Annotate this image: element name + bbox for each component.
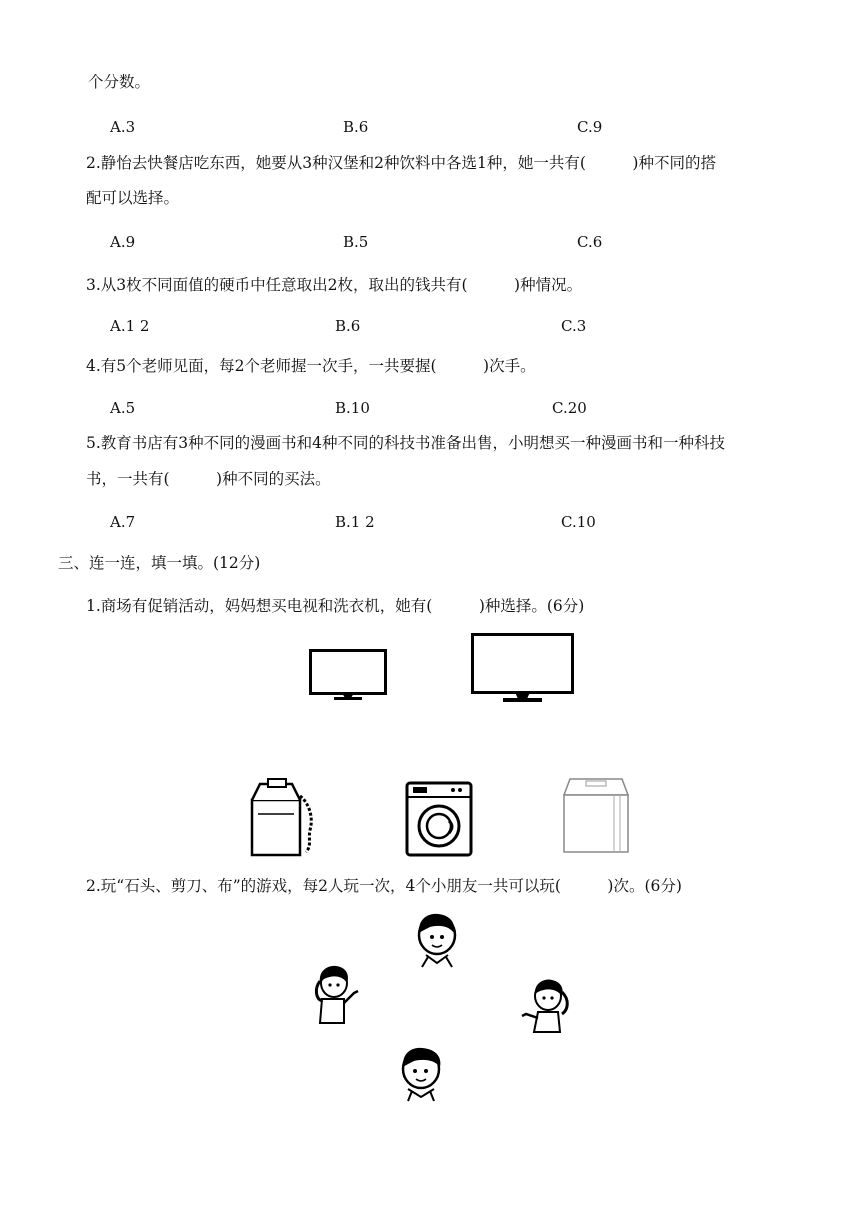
tv-icon <box>309 649 387 701</box>
section-3-question-1: 1.商场有促销活动，妈妈想买电视和洗衣机，她有( )种选择。(6分) <box>86 597 585 615</box>
child-icon <box>314 963 362 1027</box>
option-b: B.10 <box>335 399 370 417</box>
child-icon <box>412 909 462 969</box>
question-2-line-1: 2.静怡去快餐店吃东西，她要从3种汉堡和2种饮料中各选1种，她一共有( )种不同的搭 <box>86 154 716 172</box>
option-a: A.1 2 <box>110 317 150 335</box>
washing-machine-icon <box>405 781 473 857</box>
option-c: C.9 <box>577 118 603 136</box>
option-c: C.10 <box>561 513 596 531</box>
section-3-question-2: 2.玩“石头、剪刀、布”的游戏，每2人玩一次，4个小朋友一共可以玩( )次。(6分) <box>86 877 682 895</box>
option-c: C.6 <box>577 233 603 251</box>
question-3: 3.从3枚不同面值的硬币中任意取出2枚，取出的钱共有( )种情况。 <box>86 276 583 294</box>
option-b: B.6 <box>335 317 361 335</box>
question-5-line-2: 书，一共有( )种不同的买法。 <box>86 470 331 488</box>
question-continuation: 个分数。 <box>88 73 151 91</box>
section-3-title: 三、连一连，填一填。(12分) <box>58 554 261 572</box>
option-b: B.1 2 <box>335 513 375 531</box>
washing-machine-icon <box>248 778 320 858</box>
child-icon <box>520 978 572 1036</box>
question-4: 4.有5个老师见面，每2个老师握一次手，一共要握( )次手。 <box>86 357 536 375</box>
washing-machine-icon <box>560 775 632 855</box>
option-c: C.3 <box>561 317 587 335</box>
option-b: B.5 <box>343 233 369 251</box>
option-a: A.5 <box>110 399 136 417</box>
option-c: C.20 <box>552 399 587 417</box>
child-icon <box>396 1045 448 1103</box>
option-a: A.7 <box>110 513 136 531</box>
tv-icon <box>471 633 574 705</box>
question-5-line-1: 5.教育书店有3种不同的漫画书和4种不同的科技书准备出售，小明想买一种漫画书和一种科技 <box>86 434 726 452</box>
question-2-line-2: 配可以选择。 <box>86 189 180 207</box>
option-b: B.6 <box>343 118 369 136</box>
option-a: A.3 <box>110 118 136 136</box>
option-a: A.9 <box>110 233 136 251</box>
